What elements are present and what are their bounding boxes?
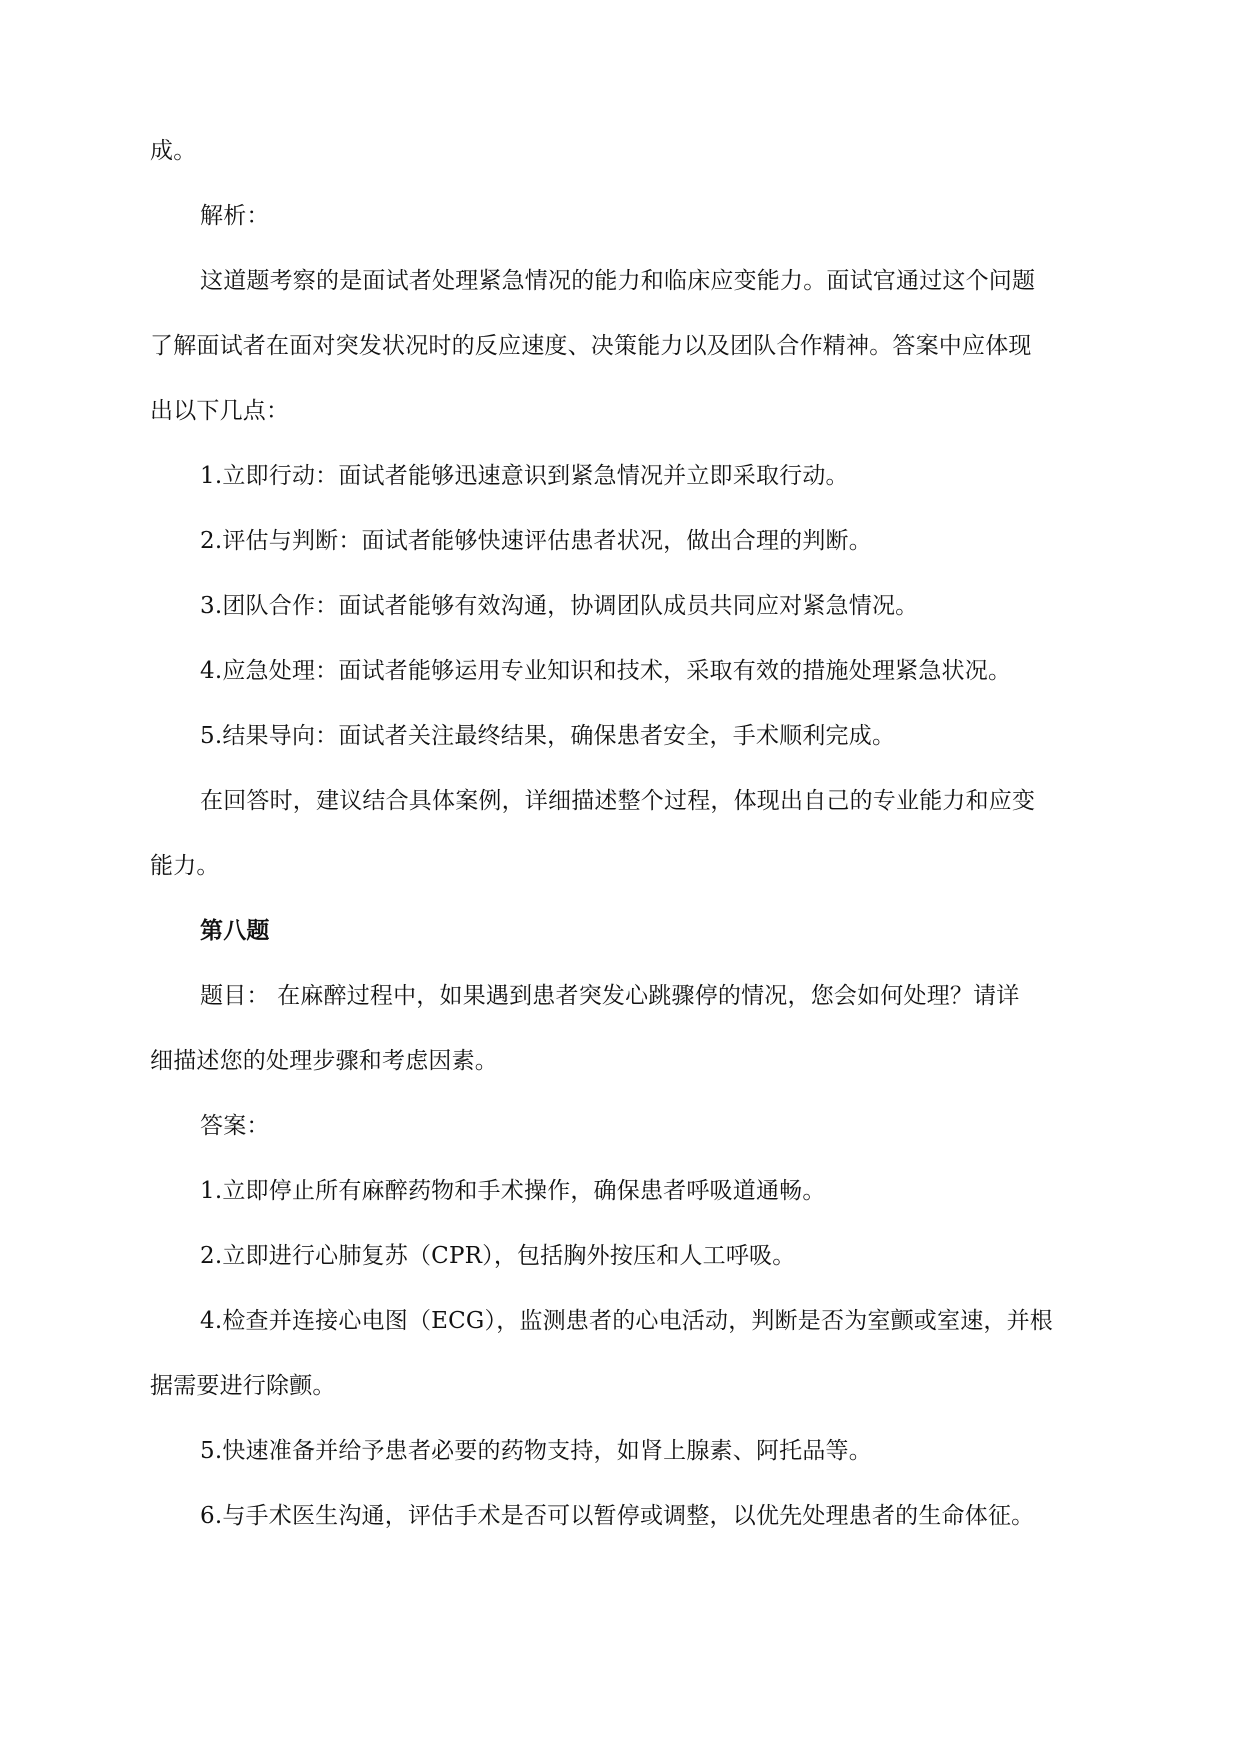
text-line: 细描述您的处理步骤和考虑因素。 bbox=[150, 1048, 498, 1074]
text-line: 题目： 在麻醉过程中，如果遇到患者突发心跳骤停的情况，您会如何处理？请详 bbox=[200, 983, 1020, 1009]
text-line: 2.立即进行心肺复苏（CPR），包括胸外按压和人工呼吸。 bbox=[200, 1243, 796, 1269]
text-line: 1.立即停止所有麻醉药物和手术操作，确保患者呼吸道通畅。 bbox=[200, 1178, 826, 1204]
text-line: 出以下几点： bbox=[150, 398, 290, 424]
text-line: 这道题考察的是面试者处理紧急情况的能力和临床应变能力。面试官通过这个问题 bbox=[200, 268, 1036, 294]
text-line: 了解面试者在面对突发状况时的反应速度、决策能力以及团队合作精神。答案中应体现 bbox=[150, 333, 1032, 359]
text-line: 答案： bbox=[200, 1113, 270, 1139]
text-line: 4.检查并连接心电图（ECG），监测患者的心电活动，判断是否为室颤或室速，并根 bbox=[200, 1308, 1054, 1334]
text-line: 能力。 bbox=[150, 853, 220, 879]
text-line: 6.与手术医生沟通，评估手术是否可以暂停或调整，以优先处理患者的生命体征。 bbox=[200, 1503, 1035, 1529]
text-line: 1.立即行动：面试者能够迅速意识到紧急情况并立即采取行动。 bbox=[200, 463, 849, 489]
text-line: 成。 bbox=[150, 138, 197, 164]
text-line: 2.评估与判断：面试者能够快速评估患者状况，做出合理的判断。 bbox=[200, 528, 872, 554]
text-line: 据需要进行除颤。 bbox=[150, 1373, 336, 1399]
text-line: 在回答时，建议结合具体案例，详细描述整个过程，体现出自己的专业能力和应变 bbox=[200, 788, 1036, 814]
text-line: 4.应急处理：面试者能够运用专业知识和技术，采取有效的措施处理紧急状况。 bbox=[200, 658, 1012, 684]
text-line: 5.快速准备并给予患者必要的药物支持，如肾上腺素、阿托品等。 bbox=[200, 1438, 872, 1464]
section-heading: 第八题 bbox=[200, 917, 270, 944]
text-line: 5.结果导向：面试者关注最终结果，确保患者安全，手术顺利完成。 bbox=[200, 723, 896, 749]
text-line: 3.团队合作：面试者能够有效沟通，协调团队成员共同应对紧急情况。 bbox=[200, 593, 919, 619]
text-line: 解析： bbox=[200, 203, 270, 229]
